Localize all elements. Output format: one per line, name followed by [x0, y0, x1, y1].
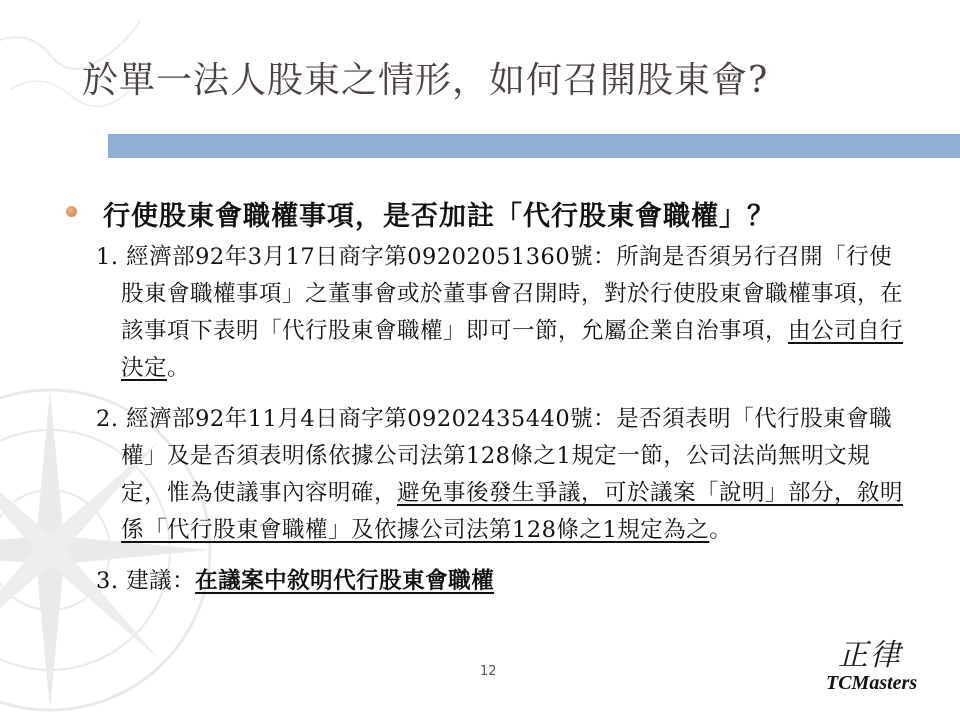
item-2-text: 2. 經濟部92年11月4日商字第09202435440號：是否須表明「代行股東會職權」及是否須表明係依據公司法第128條之1規定一節，公司法尚無明文規定，惟為使議事內容明確， [96, 406, 893, 506]
item-1-text: 1. 經濟部92年3月17日商字第09202051360號：所詢是否須另行召開「行使股東會職權事項」之董事會或於董事會召開時，對於行使股東會職權事項，在該事項下表明「代行股東會職權」即可一節，允屬企業自治事項， [96, 244, 904, 344]
logo-english-text: TCMasters [826, 672, 918, 694]
item-1-end: 。 [167, 355, 191, 381]
item-1-underlined-text: 由公司自行決定 [121, 318, 904, 381]
bullet-dot-icon [66, 206, 77, 217]
item-list [96, 239, 906, 600]
page-number: 12 [480, 664, 497, 679]
logo-chinese-text: 正律 [838, 638, 902, 673]
page-title: 於單一法人股東之情形，如何召開股東會? [82, 60, 769, 101]
item-2-underlined-text: 避免事後發生爭議，可於議案「說明」部分，敘明係「代行股東會職權」及依據公司法第128條之1規定為之 [121, 480, 904, 543]
list-item-1 [96, 239, 906, 387]
list-item-2 [96, 401, 906, 549]
section-heading: 行使股東會職權事項，是否加註「代行股東會職權」？ [103, 201, 775, 232]
title-accent-bar [108, 134, 960, 158]
item-2-end: 。 [709, 517, 733, 543]
item-3-recommendation: 在議案中敘明代行股東會職權 [195, 568, 495, 594]
company-logo [826, 630, 946, 695]
list-item-3 [96, 563, 906, 600]
item-3-prefix: 3. 建議： [96, 568, 196, 594]
